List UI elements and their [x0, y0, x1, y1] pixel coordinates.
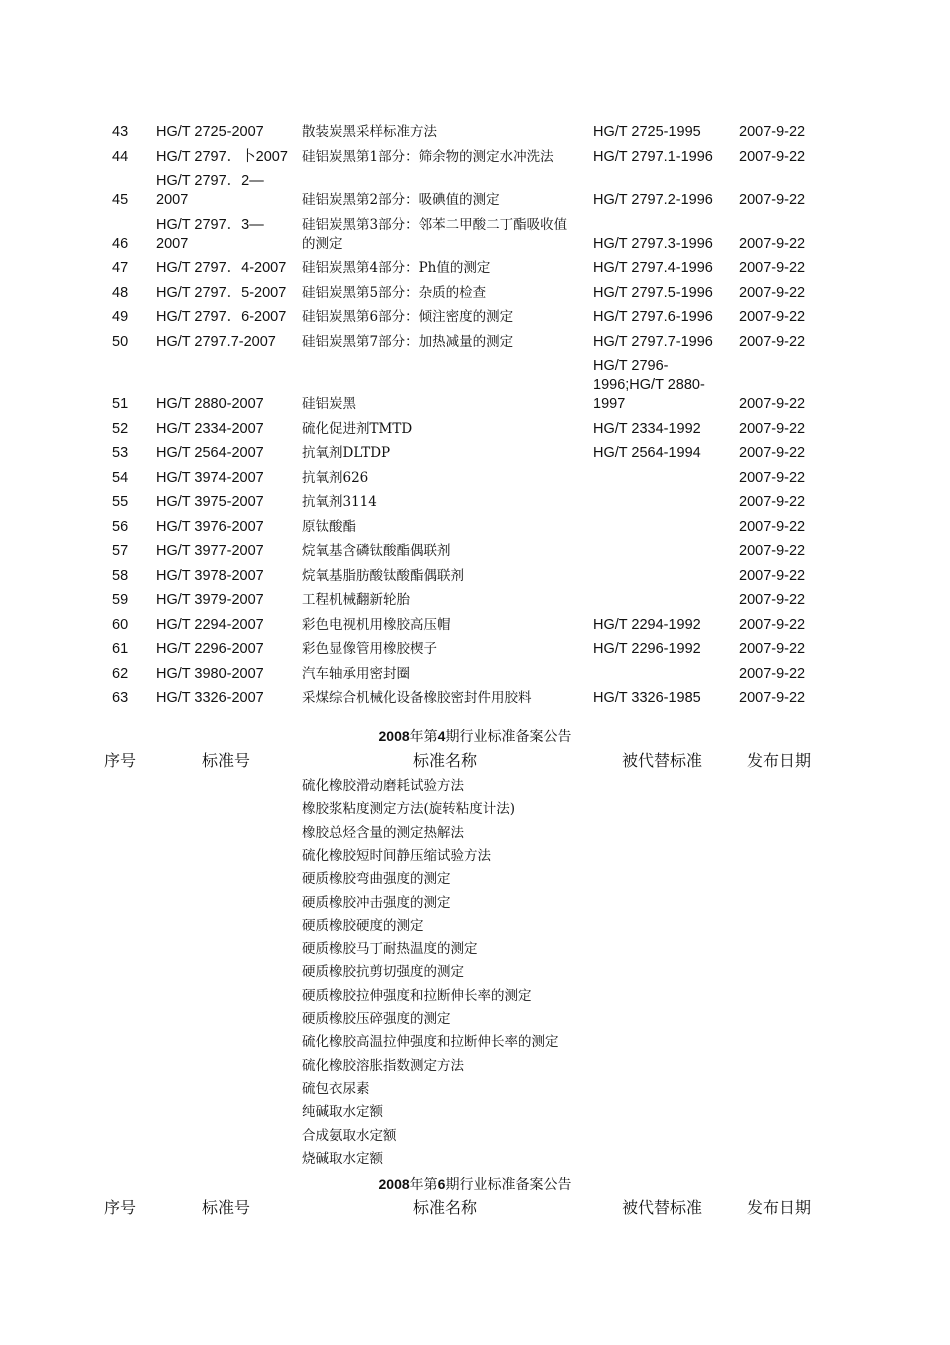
cell-name: 烷氧基含磷钛酸酯偶联剂 [302, 543, 451, 559]
cell-code: HG/T 2797．4-2007 [156, 260, 287, 276]
cell-name: 原钛酸酯 [302, 518, 356, 535]
cell-code: HG/T 2564-2007 [156, 445, 264, 461]
cell-date: 2007-9-22 [739, 445, 806, 461]
cell-seq: 55 [112, 494, 129, 510]
cell-replaced: HG/T 2334-1992 [593, 420, 701, 437]
list-item-standard-name: 硬质橡胶马丁耐热温度的测定 [302, 941, 478, 958]
cell-date: 2007-9-22 [739, 616, 806, 633]
header-replaced: 被代替标准 [622, 1198, 703, 1217]
header-code: 标准号 [202, 1198, 251, 1217]
heading-text-tail: 期行业标准备案公告 [445, 1177, 572, 1193]
list-item-standard-name: 硫包衣尿素 [302, 1080, 370, 1097]
cell-date: 2007-9-22 [739, 592, 806, 608]
list-item-standard-name: 硫化橡胶短时间静压缩试验方法 [302, 847, 491, 864]
cell-seq: 45 [112, 192, 129, 208]
heading-year: 2008 [378, 1176, 410, 1192]
cell-name: 汽车轴承用密封圈 [302, 665, 410, 682]
cell-date: 2007-9-22 [739, 333, 806, 350]
cell-seq: 58 [112, 567, 129, 584]
cell-seq: 46 [112, 235, 129, 252]
cell-seq: 51 [112, 396, 129, 412]
heading-text-mid: 年第 [409, 729, 438, 745]
section-heading-2008-4 [0, 727, 950, 747]
cell-seq: 43 [112, 124, 129, 140]
cell-seq: 60 [112, 616, 129, 633]
cell-replaced: HG/T 2797.7-1996 [593, 333, 713, 350]
cell-seq: 52 [112, 420, 129, 437]
cell-name: 抗氧剂3114 [302, 494, 377, 510]
cell-replaced: HG/T 2725-1995 [593, 124, 701, 140]
cell-date: 2007-9-22 [739, 148, 806, 165]
cell-seq: 48 [112, 284, 129, 301]
cell-replaced: HG/T 2797.6-1996 [593, 309, 713, 325]
cell-name: 硅铝炭黑第3部分：邻苯二甲酸二丁酯吸收值 [302, 216, 568, 233]
cell-code: HG/T 2797．6-2007 [156, 309, 287, 325]
list-item-standard-name: 纯碱取水定额 [302, 1104, 383, 1121]
cell-date: 2007-9-22 [739, 690, 806, 706]
heading-text-tail: 期行业标准备案公告 [445, 729, 572, 745]
cell-seq: 54 [112, 469, 129, 486]
cell-name: 硅铝炭黑第5部分：杂质的检查 [302, 284, 487, 301]
list-item-standard-name: 硬质橡胶拉伸强度和拉断伸长率的测定 [302, 987, 532, 1004]
cell-date: 2007-9-22 [739, 260, 806, 276]
cell-name: 工程机械翻新轮胎 [302, 592, 410, 608]
cell-date: 2007-9-22 [739, 469, 806, 486]
cell-name: 抗氧剂626 [302, 469, 369, 486]
header-replaced: 被代替标准 [622, 751, 703, 770]
cell-name: 彩色显像管用橡胶楔子 [302, 641, 437, 657]
list-item-standard-name: 橡胶浆粘度测定方法(旋转粘度计法) [302, 801, 516, 818]
cell-replaced: HG/T 2797.2-1996 [593, 192, 713, 208]
list-item-standard-name: 硬质橡胶压碎强度的测定 [302, 1011, 451, 1027]
cell-seq: 56 [112, 518, 129, 535]
cell-replaced: HG/T 3326-1985 [593, 690, 701, 706]
cell-name: 硅铝炭黑第7部分：加热减量的测定 [302, 333, 514, 350]
list-item-standard-name: 硬质橡胶抗剪切强度的测定 [302, 964, 464, 981]
cell-name: 硅铝炭黑 [302, 396, 356, 412]
cell-code: HG/T 3978-2007 [156, 567, 264, 584]
cell-name: 的测定 [302, 235, 343, 252]
cell-date: 2007-9-22 [739, 665, 806, 682]
cell-date: 2007-9-22 [739, 494, 806, 510]
cell-code: HG/T 2797．5-2007 [156, 284, 287, 301]
cell-code: HG/T 2797．2— [156, 173, 264, 189]
cell-date: 2007-9-22 [739, 641, 806, 657]
heading-issue-number: 6 [437, 1176, 446, 1192]
cell-seq: 61 [112, 641, 129, 657]
cell-name: 硅铝炭黑第1部分：筛余物的测定水冲洗法 [302, 148, 554, 165]
cell-replaced: 1996;HG/T 2880- [593, 377, 705, 393]
cell-seq: 57 [112, 543, 129, 559]
header-seq: 序号 [104, 1198, 137, 1217]
cell-name: 抗氧剂DLTDP [302, 445, 391, 461]
cell-code: HG/T 2294-2007 [156, 616, 264, 633]
heading-year: 2008 [378, 728, 410, 744]
cell-replaced: HG/T 2564-1994 [593, 445, 701, 461]
cell-seq: 49 [112, 309, 129, 325]
list-item-standard-name: 硫化橡胶高温拉伸强度和拉断伸长率的测定 [302, 1034, 559, 1051]
cell-date: 2007-9-22 [739, 124, 806, 140]
cell-date: 2007-9-22 [739, 567, 806, 584]
cell-date: 2007-9-22 [739, 518, 806, 535]
cell-seq: 44 [112, 148, 129, 165]
cell-code: HG/T 2334-2007 [156, 420, 264, 437]
cell-seq: 47 [112, 260, 129, 276]
list-item-standard-name: 硫化橡胶溶胀指数测定方法 [302, 1057, 464, 1074]
list-item-standard-name: 橡胶总烃含量的测定热解法 [302, 824, 464, 841]
cell-code: HG/T 2880-2007 [156, 396, 264, 412]
cell-replaced: HG/T 2294-1992 [593, 616, 701, 633]
cell-name: 硅铝炭黑第6部分：倾注密度的测定 [302, 309, 514, 325]
cell-code: HG/T 3980-2007 [156, 665, 264, 682]
cell-code: 2007 [156, 235, 189, 252]
header-date: 发布日期 [747, 1198, 812, 1217]
cell-name: 硅铝炭黑第2部分：吸碘值的测定 [302, 192, 500, 208]
cell-name: 硅铝炭黑第4部分：Ph值的测定 [302, 260, 491, 276]
cell-code: HG/T 3975-2007 [156, 494, 264, 510]
cell-replaced: HG/T 2797.4-1996 [593, 260, 713, 276]
cell-code: HG/T 2797．卜2007 [156, 148, 288, 165]
cell-date: 2007-9-22 [739, 284, 806, 301]
list-item-standard-name: 烧碱取水定额 [302, 1150, 383, 1167]
cell-date: 2007-9-22 [739, 309, 806, 325]
cell-seq: 50 [112, 333, 129, 350]
cell-name: 彩色电视机用橡胶高压帽 [302, 616, 451, 633]
list-item-standard-name: 硬质橡胶冲击强度的测定 [302, 894, 451, 911]
cell-date: 2007-9-22 [739, 192, 806, 208]
section-heading-2008-6 [0, 1175, 950, 1195]
cell-name: 烷氧基脂肪酸钛酸酯偶联剂 [302, 567, 464, 584]
cell-code: 2007 [156, 192, 189, 208]
cell-seq: 53 [112, 445, 129, 461]
list-item-standard-name: 硫化橡胶滑动磨耗试验方法 [302, 778, 464, 794]
cell-code: HG/T 2296-2007 [156, 641, 264, 657]
cell-code: HG/T 3974-2007 [156, 469, 264, 486]
header-seq: 序号 [104, 751, 137, 770]
cell-replaced: HG/T 2797.1-1996 [593, 148, 713, 165]
cell-replaced: HG/T 2797.3-1996 [593, 235, 713, 252]
list-item-standard-name: 合成氨取水定额 [302, 1127, 397, 1144]
cell-code: HG/T 3976-2007 [156, 518, 264, 535]
header-name: 标准名称 [413, 1198, 478, 1217]
header-date: 发布日期 [747, 751, 812, 770]
heading-text-mid: 年第 [409, 1177, 438, 1193]
cell-replaced: HG/T 2796- [593, 358, 669, 374]
cell-code: HG/T 3977-2007 [156, 543, 264, 559]
cell-replaced: HG/T 2296-1992 [593, 641, 701, 657]
list-item-standard-name: 硬质橡胶硬度的测定 [302, 917, 424, 934]
cell-code: HG/T 2797.7-2007 [156, 333, 276, 350]
cell-seq: 62 [112, 665, 129, 682]
cell-code: HG/T 2725-2007 [156, 124, 264, 140]
cell-seq: 63 [112, 690, 129, 706]
cell-name: 硫化促进剂TMTD [302, 420, 413, 437]
cell-date: 2007-9-22 [739, 543, 806, 559]
cell-seq: 59 [112, 592, 129, 608]
list-item-standard-name: 硬质橡胶弯曲强度的测定 [302, 871, 451, 888]
cell-replaced: HG/T 2797.5-1996 [593, 284, 713, 301]
cell-date: 2007-9-22 [739, 396, 806, 412]
cell-name: 散装炭黑采样标准方法 [302, 124, 437, 140]
header-name: 标准名称 [413, 751, 478, 770]
cell-date: 2007-9-22 [739, 235, 806, 252]
cell-replaced: 1997 [593, 396, 626, 412]
cell-code: HG/T 2797．3— [156, 216, 264, 233]
header-code: 标准号 [202, 751, 251, 770]
cell-date: 2007-9-22 [739, 420, 806, 437]
cell-name: 采煤综合机械化设备橡胶密封件用胶料 [302, 690, 532, 706]
heading-issue-number: 4 [437, 728, 446, 744]
cell-code: HG/T 3979-2007 [156, 592, 264, 608]
cell-code: HG/T 3326-2007 [156, 690, 264, 706]
